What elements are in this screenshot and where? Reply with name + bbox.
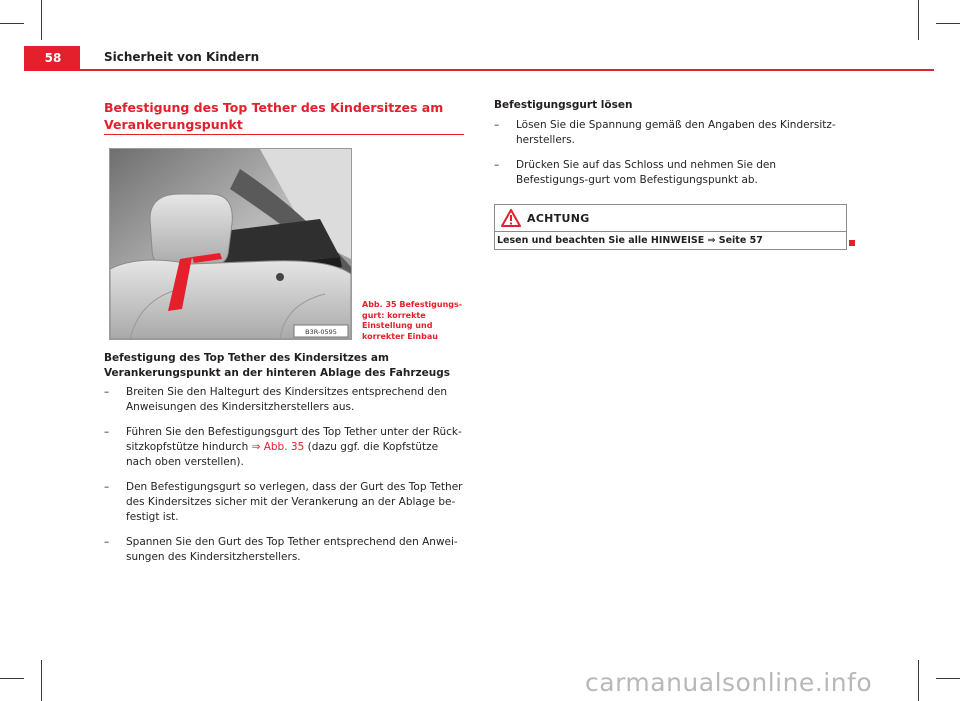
section-end-marker [849, 240, 855, 246]
figure-caption: Abb. 35 Befestigungs-gurt: korrekte Einstellung und korrekter Einbau [362, 300, 463, 341]
section-rule [104, 134, 464, 135]
right-subtitle: Befestigungsgurt lösen [494, 99, 633, 111]
watermark: carmanualsonline.info [585, 668, 873, 697]
header-rule [24, 69, 934, 71]
list-marker: – [104, 386, 110, 398]
crop-mark [918, 660, 919, 701]
right-steps-list [494, 118, 849, 198]
list-marker: – [104, 536, 110, 548]
warning-triangle-icon [501, 209, 521, 227]
left-steps-list [104, 385, 466, 575]
figure-reference-link[interactable]: ⇒ Abb. 35 [251, 441, 305, 453]
list-item: – Lösen Sie die Spannung gemäß den Angaben des Kindersitz-herstellers. [494, 119, 836, 146]
crop-mark [41, 660, 42, 701]
image-code: B3R-0595 [305, 328, 337, 336]
chapter-title: Sicherheit von Kindern [104, 50, 260, 64]
rear-seat-illustration [110, 149, 351, 339]
warning-header [495, 205, 846, 232]
list-item: – Den Befestigungsgurt so verlegen, dass der Gurt des Top Tether des Kindersitzes sicher mit der Verankerung an der Ablage be-festigt ist. [104, 481, 463, 523]
crop-mark [41, 0, 42, 40]
figure-rear-seat-tether [109, 148, 352, 340]
warning-text: Lesen und beachten Sie alle HINWEISE ⇒ Seite 57 [497, 235, 763, 246]
crop-mark [936, 23, 960, 24]
list-item: – Führen Sie den Befestigungsgurt des Top Tether unter der Rück-sitzkopfstütze hindurch ⇒ Abb. 35 (dazu ggf. die Kopfstütze nach oben verstellen). [104, 426, 462, 468]
page-number: 58 [24, 46, 80, 70]
left-subtitle: Befestigung des Top Tether des Kindersitzes am Verankerungspunkt an der hinteren Ablage des Fahrzeugs [104, 352, 450, 379]
list-marker: – [104, 426, 110, 438]
crop-mark [936, 678, 960, 679]
warning-box [494, 204, 847, 250]
list-marker: – [494, 119, 500, 131]
list-item: – Breiten Sie den Haltegurt des Kindersitzes entsprechend den Anweisungen des Kindersitzherstellers aus. [104, 386, 448, 413]
list-marker: – [104, 481, 110, 493]
list-item: – Spannen Sie den Gurt des Top Tether entsprechend den Anwei-sungen des Kindersitzherstellers. [104, 536, 458, 563]
crop-mark [0, 23, 24, 24]
list-item: – Drücken Sie auf das Schloss und nehmen Sie den Befestigungs-gurt vom Befestigungspunkt ab. [494, 159, 777, 186]
crop-mark [918, 0, 919, 40]
warning-title: ACHTUNG [527, 212, 590, 225]
crop-mark [0, 678, 24, 679]
section-title: Befestigung des Top Tether des Kindersitzes am Verankerungspunkt [104, 100, 444, 132]
list-marker: – [494, 159, 500, 171]
